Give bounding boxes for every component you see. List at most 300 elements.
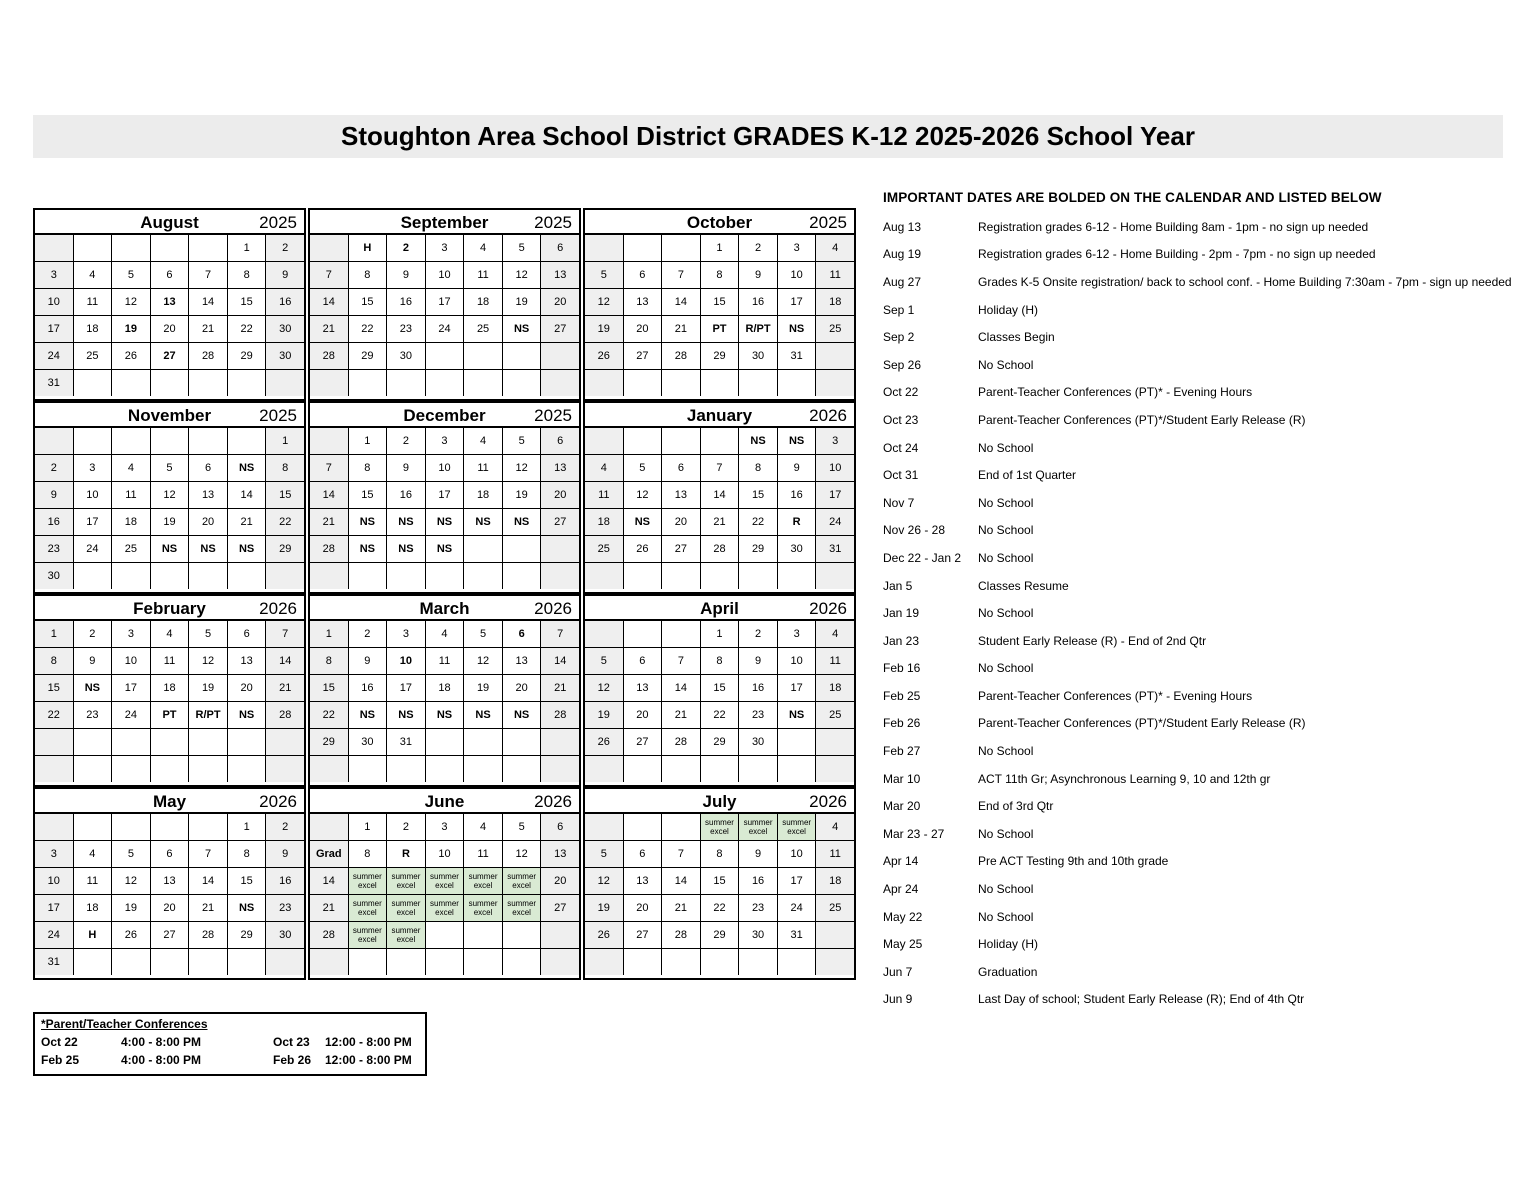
day-cell: 27 <box>624 343 662 369</box>
day-cell <box>701 370 739 396</box>
day-cell: 5 <box>151 455 189 481</box>
day-cell: 6 <box>189 455 227 481</box>
important-date-item <box>883 655 1513 683</box>
day-cell: 13 <box>624 289 662 315</box>
day-cell: 27 <box>662 536 700 562</box>
day-cell <box>464 563 502 589</box>
day-cell <box>739 756 777 782</box>
day-cell: 17 <box>35 316 73 342</box>
day-cell: 14 <box>228 482 266 508</box>
important-date: Oct 24 <box>883 440 919 455</box>
conference-box <box>33 1012 427 1076</box>
day-cell: 29 <box>310 729 348 755</box>
important-dates-list <box>883 213 1513 1013</box>
day-cell: 13 <box>541 455 579 481</box>
month-name: June <box>424 792 465 811</box>
day-cell: 19 <box>503 482 541 508</box>
day-cell <box>541 922 579 948</box>
day-cell <box>426 370 464 396</box>
day-cell: 21 <box>701 509 739 535</box>
day-cell: 20 <box>662 509 700 535</box>
day-cell: 21 <box>189 895 227 921</box>
important-date-description: No School <box>978 882 1034 897</box>
day-cell: 18 <box>816 675 854 701</box>
day-cell: 6 <box>541 235 579 261</box>
day-cell: summer excel <box>349 895 387 921</box>
day-cell <box>310 756 348 782</box>
important-date: Jun 7 <box>883 964 913 979</box>
day-cell: summer excel <box>387 895 425 921</box>
important-date-description: Student Early Release (R) - End of 2nd Qtr <box>978 633 1207 648</box>
day-cell: 19 <box>585 702 623 728</box>
important-date: Aug 27 <box>883 274 922 289</box>
day-cell: 24 <box>778 895 816 921</box>
day-cell: 15 <box>739 482 777 508</box>
important-date-description: No School <box>978 661 1034 676</box>
important-date: Sep 1 <box>883 302 915 317</box>
day-cell: 27 <box>541 509 579 535</box>
day-cell: summer excel <box>426 868 464 894</box>
day-cell: NS <box>74 675 112 701</box>
day-cell: 27 <box>624 729 662 755</box>
day-cell: 13 <box>624 868 662 894</box>
day-cell <box>662 235 700 261</box>
day-cell: summer excel <box>503 868 541 894</box>
day-cell: NS <box>228 536 266 562</box>
day-cell <box>228 756 266 782</box>
month-year: 2025 <box>259 213 297 232</box>
day-cell <box>464 922 502 948</box>
day-cell: 18 <box>464 289 502 315</box>
day-cell: 8 <box>228 841 266 867</box>
day-cell: 29 <box>701 922 739 948</box>
day-cell: 8 <box>35 648 73 674</box>
day-cell: 31 <box>35 370 73 396</box>
day-cell: 11 <box>816 841 854 867</box>
day-cell: 6 <box>541 428 579 454</box>
day-cell <box>310 370 348 396</box>
day-cell: 28 <box>310 343 348 369</box>
day-cell: 15 <box>701 675 739 701</box>
month-header <box>35 789 304 814</box>
day-cell: 23 <box>74 702 112 728</box>
day-cell: 14 <box>662 289 700 315</box>
day-cell <box>228 428 266 454</box>
important-date-item <box>883 351 1513 379</box>
day-cell: 17 <box>387 675 425 701</box>
day-cell: 14 <box>266 648 304 674</box>
day-cell <box>310 235 348 261</box>
day-cell <box>503 536 541 562</box>
day-cell: 28 <box>662 922 700 948</box>
important-date: Feb 27 <box>883 744 921 759</box>
day-cell <box>541 729 579 755</box>
conference-time: 12:00 - 8:00 PM <box>325 1035 412 1049</box>
important-date-item <box>883 544 1513 572</box>
important-date-item <box>883 710 1513 738</box>
day-cell: 21 <box>541 675 579 701</box>
day-cell <box>189 756 227 782</box>
important-dates-heading: IMPORTANT DATES ARE BOLDED ON THE CALENDAR AND LISTED BELOW <box>883 190 1382 205</box>
day-cell <box>624 949 662 975</box>
month-year: 2025 <box>259 406 297 425</box>
important-date-description: Parent-Teacher Conferences (PT)* - Evening Hours <box>978 385 1253 400</box>
day-cell: 14 <box>189 868 227 894</box>
day-cell: 13 <box>541 841 579 867</box>
day-cell: NS <box>387 536 425 562</box>
day-cell <box>189 370 227 396</box>
month-header <box>585 403 854 428</box>
day-cell: 20 <box>189 509 227 535</box>
day-cell: 4 <box>816 235 854 261</box>
day-cell: 5 <box>624 455 662 481</box>
day-cell: 6 <box>151 841 189 867</box>
day-cell <box>387 756 425 782</box>
day-cell: 20 <box>228 675 266 701</box>
day-cell <box>624 621 662 647</box>
conference-rows <box>41 1033 419 1069</box>
day-cell: 8 <box>349 455 387 481</box>
important-date-description: Last Day of school; Student Early Release (R); End of 4th Qtr <box>978 992 1305 1007</box>
month-name: January <box>686 406 753 425</box>
important-date-item <box>883 517 1513 545</box>
day-cell: 15 <box>228 289 266 315</box>
day-cell: 7 <box>662 262 700 288</box>
day-cell: 3 <box>387 621 425 647</box>
day-cell: 2 <box>387 428 425 454</box>
day-cell: 22 <box>310 702 348 728</box>
day-cell <box>310 949 348 975</box>
day-cell: 22 <box>739 509 777 535</box>
day-cell: summer excel <box>778 814 816 840</box>
day-cell: 28 <box>266 702 304 728</box>
day-cell <box>778 949 816 975</box>
day-cell <box>35 756 73 782</box>
day-cell: 3 <box>426 235 464 261</box>
month-name: July <box>702 792 737 811</box>
day-cell: 30 <box>266 316 304 342</box>
month-days-grid <box>585 428 854 589</box>
day-cell <box>74 563 112 589</box>
day-cell: 26 <box>112 922 150 948</box>
important-date-item <box>883 434 1513 462</box>
day-cell <box>503 729 541 755</box>
day-cell: 17 <box>816 482 854 508</box>
day-cell: 3 <box>816 428 854 454</box>
day-cell: 28 <box>189 922 227 948</box>
important-date-item <box>883 986 1513 1014</box>
month-days-grid <box>585 621 854 782</box>
day-cell: 12 <box>585 868 623 894</box>
day-cell <box>228 729 266 755</box>
day-cell: 20 <box>151 316 189 342</box>
day-cell: 23 <box>739 702 777 728</box>
day-cell: NS <box>189 536 227 562</box>
day-cell <box>349 756 387 782</box>
day-cell: 15 <box>349 289 387 315</box>
day-cell <box>112 370 150 396</box>
day-cell: 29 <box>228 343 266 369</box>
day-cell <box>624 370 662 396</box>
day-cell: 28 <box>310 536 348 562</box>
day-cell: 16 <box>387 482 425 508</box>
day-cell: NS <box>426 702 464 728</box>
day-cell <box>816 949 854 975</box>
day-cell: 12 <box>585 675 623 701</box>
important-date-description: Holiday (H) <box>978 937 1039 952</box>
day-cell: 2 <box>739 621 777 647</box>
day-cell: 19 <box>464 675 502 701</box>
day-cell <box>816 729 854 755</box>
conference-date: Oct 22 <box>41 1035 78 1049</box>
day-cell: 5 <box>464 621 502 647</box>
day-cell: 11 <box>74 868 112 894</box>
day-cell: 8 <box>701 841 739 867</box>
conference-time: 12:00 - 8:00 PM <box>325 1053 412 1067</box>
day-cell: PT <box>151 702 189 728</box>
day-cell <box>541 343 579 369</box>
month-name: October <box>686 213 753 232</box>
day-cell: 14 <box>662 868 700 894</box>
day-cell: 5 <box>503 428 541 454</box>
day-cell <box>816 563 854 589</box>
day-cell: 8 <box>349 262 387 288</box>
month-october <box>583 208 856 401</box>
day-cell <box>778 370 816 396</box>
day-cell: 7 <box>266 621 304 647</box>
day-cell: 11 <box>112 482 150 508</box>
day-cell: 11 <box>426 648 464 674</box>
day-cell <box>189 235 227 261</box>
day-cell: 1 <box>266 428 304 454</box>
day-cell: 9 <box>778 455 816 481</box>
day-cell <box>464 729 502 755</box>
day-cell: NS <box>349 536 387 562</box>
day-cell: 31 <box>816 536 854 562</box>
important-date-item <box>883 930 1513 958</box>
day-cell: 30 <box>387 343 425 369</box>
month-december <box>308 401 581 594</box>
month-header <box>585 210 854 235</box>
day-cell: 9 <box>349 648 387 674</box>
day-cell <box>701 949 739 975</box>
day-cell <box>189 563 227 589</box>
day-cell: 23 <box>387 316 425 342</box>
day-cell: 16 <box>739 289 777 315</box>
day-cell: 30 <box>35 563 73 589</box>
day-cell <box>112 949 150 975</box>
day-cell: 9 <box>739 841 777 867</box>
day-cell: 3 <box>778 621 816 647</box>
day-cell: 12 <box>503 841 541 867</box>
day-cell <box>816 370 854 396</box>
month-name: November <box>127 406 212 425</box>
day-cell: 15 <box>349 482 387 508</box>
day-cell: 31 <box>35 949 73 975</box>
day-cell: 9 <box>739 648 777 674</box>
day-cell: 21 <box>662 702 700 728</box>
day-cell: 27 <box>541 316 579 342</box>
day-cell <box>189 814 227 840</box>
important-date-item <box>883 323 1513 351</box>
day-cell: 4 <box>464 235 502 261</box>
day-cell: 2 <box>35 455 73 481</box>
important-date-description: Registration grades 6-12 - Home Building - 2pm - 7pm - no sign up needed <box>978 247 1376 262</box>
day-cell: 4 <box>74 841 112 867</box>
month-name: December <box>403 406 486 425</box>
important-date: Apr 14 <box>883 854 919 869</box>
day-cell <box>585 428 623 454</box>
important-date: Nov 7 <box>883 495 915 510</box>
day-cell: 16 <box>266 868 304 894</box>
day-cell <box>74 428 112 454</box>
important-date: Jun 9 <box>883 992 913 1007</box>
day-cell: 27 <box>541 895 579 921</box>
day-cell <box>739 370 777 396</box>
conference-row <box>41 1033 419 1051</box>
day-cell: 29 <box>739 536 777 562</box>
day-cell: 21 <box>266 675 304 701</box>
important-date-item <box>883 241 1513 269</box>
day-cell: 12 <box>503 455 541 481</box>
day-cell <box>310 428 348 454</box>
day-cell <box>585 563 623 589</box>
day-cell: NS <box>387 509 425 535</box>
day-cell: 11 <box>464 841 502 867</box>
important-date-description: Holiday (H) <box>978 302 1039 317</box>
day-cell <box>74 370 112 396</box>
day-cell <box>585 949 623 975</box>
day-cell <box>585 370 623 396</box>
day-cell <box>426 729 464 755</box>
day-cell: 24 <box>35 922 73 948</box>
month-header <box>310 403 579 428</box>
day-cell: 3 <box>35 262 73 288</box>
day-cell <box>349 370 387 396</box>
day-cell <box>35 729 73 755</box>
day-cell: R/PT <box>189 702 227 728</box>
day-cell: 25 <box>816 895 854 921</box>
day-cell: 6 <box>503 621 541 647</box>
important-date: May 22 <box>883 909 923 924</box>
day-cell: 26 <box>585 729 623 755</box>
month-days-grid <box>310 814 579 975</box>
day-cell: summer excel <box>739 814 777 840</box>
day-cell: 8 <box>310 648 348 674</box>
day-cell: 13 <box>541 262 579 288</box>
day-cell: H <box>74 922 112 948</box>
day-cell <box>662 814 700 840</box>
month-february <box>33 594 306 787</box>
day-cell: 2 <box>349 621 387 647</box>
month-july <box>583 787 856 980</box>
day-cell: 10 <box>778 648 816 674</box>
day-cell <box>541 949 579 975</box>
day-cell <box>541 563 579 589</box>
important-date: Sep 2 <box>883 330 915 345</box>
day-cell: 10 <box>35 868 73 894</box>
important-dates-panel <box>883 190 1513 1013</box>
day-cell: 8 <box>739 455 777 481</box>
day-cell: 13 <box>151 289 189 315</box>
day-cell: 19 <box>503 289 541 315</box>
day-cell: 24 <box>74 536 112 562</box>
day-cell: 30 <box>739 343 777 369</box>
day-cell <box>228 949 266 975</box>
day-cell: 15 <box>266 482 304 508</box>
day-cell: 30 <box>266 922 304 948</box>
day-cell: 10 <box>35 289 73 315</box>
day-cell <box>464 756 502 782</box>
day-cell: 16 <box>349 675 387 701</box>
important-date-description: Classes Begin <box>978 330 1055 345</box>
important-date: Feb 16 <box>883 661 921 676</box>
day-cell: 15 <box>701 289 739 315</box>
day-cell: 17 <box>74 509 112 535</box>
day-cell: 17 <box>426 482 464 508</box>
month-april <box>583 594 856 787</box>
day-cell: 1 <box>349 428 387 454</box>
day-cell: 8 <box>266 455 304 481</box>
day-cell: 2 <box>387 814 425 840</box>
day-cell <box>503 756 541 782</box>
day-cell: 16 <box>35 509 73 535</box>
important-date-description: No School <box>978 495 1034 510</box>
day-cell <box>662 563 700 589</box>
day-cell: 12 <box>464 648 502 674</box>
month-year: 2026 <box>534 792 572 811</box>
important-date-item <box>883 848 1513 876</box>
day-cell: summer excel <box>701 814 739 840</box>
day-cell: 26 <box>112 343 150 369</box>
day-cell <box>778 563 816 589</box>
day-cell: 31 <box>778 343 816 369</box>
month-year: 2025 <box>534 406 572 425</box>
day-cell <box>426 949 464 975</box>
day-cell: 3 <box>426 814 464 840</box>
day-cell <box>151 235 189 261</box>
important-date-item <box>883 268 1513 296</box>
day-cell <box>503 922 541 948</box>
day-cell: 27 <box>624 922 662 948</box>
day-cell: 2 <box>74 621 112 647</box>
day-cell: 4 <box>151 621 189 647</box>
day-cell <box>624 235 662 261</box>
important-date-description: No School <box>978 826 1034 841</box>
day-cell: 17 <box>35 895 73 921</box>
day-cell: 20 <box>541 868 579 894</box>
important-date: Jan 5 <box>883 578 913 593</box>
day-cell: 20 <box>541 482 579 508</box>
month-header <box>585 789 854 814</box>
day-cell: 14 <box>662 675 700 701</box>
important-date-item <box>883 461 1513 489</box>
day-cell: 26 <box>585 922 623 948</box>
day-cell: 4 <box>585 455 623 481</box>
day-cell: 4 <box>426 621 464 647</box>
month-days-grid <box>35 814 304 975</box>
day-cell: 18 <box>816 289 854 315</box>
day-cell: 21 <box>662 316 700 342</box>
day-cell: 21 <box>310 509 348 535</box>
day-cell: 22 <box>349 316 387 342</box>
day-cell: 12 <box>585 289 623 315</box>
day-cell: 4 <box>464 814 502 840</box>
day-cell: 14 <box>310 868 348 894</box>
month-year: 2026 <box>809 792 847 811</box>
day-cell: 13 <box>624 675 662 701</box>
day-cell: 31 <box>387 729 425 755</box>
